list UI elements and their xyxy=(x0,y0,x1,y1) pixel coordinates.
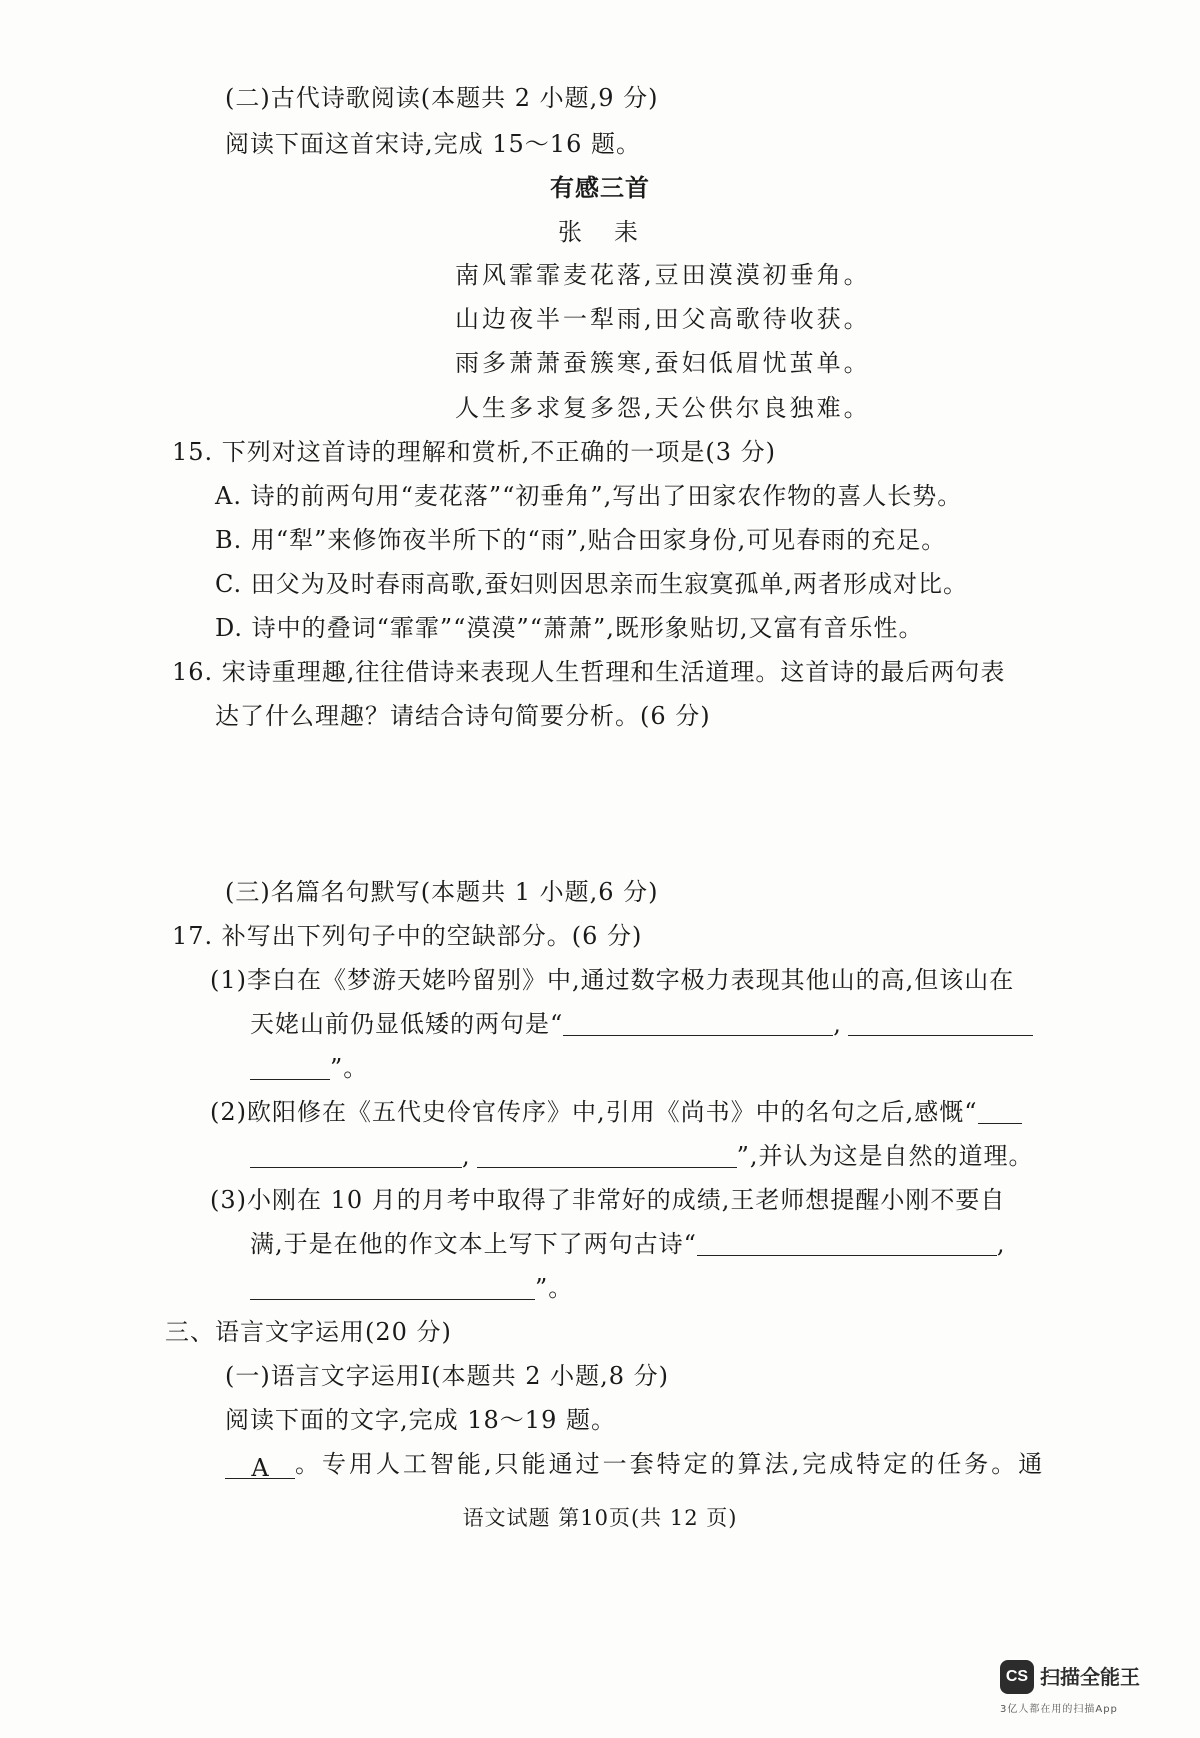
q17-item1-prompt: 天姥山前仍显低矮的两句是“ xyxy=(250,1010,564,1038)
passage-blank-a: A xyxy=(225,1452,295,1479)
q17-item2-blank-1b[interactable] xyxy=(250,1141,462,1168)
q17-item3-blank-1[interactable] xyxy=(697,1229,997,1256)
poem-line-4: 人生多求复多怨,天公供尔良独难。 xyxy=(455,394,871,422)
q17-item3-line-1: (3)小刚在 10 月的月考中取得了非常好的成绩,王老师想提醒小刚不要自 xyxy=(210,1186,1006,1214)
q17-item2-line-end: ”,并认为这是自然的道理。 xyxy=(736,1142,1034,1170)
language-subsection-heading: (一)语言文字运用Ⅰ(本题共 2 小题,8 分) xyxy=(225,1362,669,1390)
watermark-tagline: 3亿人都在用的扫描App xyxy=(1000,1704,1118,1715)
q17-item3-line-3 xyxy=(250,1272,573,1304)
q17-stem: 17. 补写出下列句子中的空缺部分。(6 分) xyxy=(172,922,643,950)
q17-item2-line-1 xyxy=(210,1096,1022,1128)
poem-author: 张 耒 xyxy=(558,218,642,246)
passage-text: 。专用人工智能,只能通过一套特定的算法,完成特定的任务。通 xyxy=(295,1450,1046,1478)
q17-item2-blank-1a[interactable] xyxy=(978,1097,1022,1124)
page-footer: 语文试题 第10页(共 12 页) xyxy=(462,1506,738,1530)
q17-item2-line-2 xyxy=(250,1140,1034,1172)
q17-item1-comma: , xyxy=(833,1010,842,1038)
q15-option-b: B. 用“犁”来修饰夜半所下的“雨”,贴合田家身份,可见春雨的充足。 xyxy=(215,526,947,554)
poem-line-3: 雨多萧萧蚕簇寒,蚕妇低眉忧茧单。 xyxy=(455,349,871,377)
q17-item1-blank-1[interactable] xyxy=(563,1009,833,1036)
q17-item2-prompt: (2)欧阳修在《五代史伶官传序》中,引用《尚书》中的名句之后,感慨“ xyxy=(210,1098,978,1126)
poem-title: 有感三首 xyxy=(550,173,650,202)
q17-item3-close: ”。 xyxy=(535,1274,574,1302)
poem-line-1: 南风霏霏麦花落,豆田漠漠初垂角。 xyxy=(455,261,871,289)
q17-item3-blank-2[interactable] xyxy=(250,1273,535,1300)
q17-item3-prompt: 满,于是在他的作文本上写下了两句古诗“ xyxy=(250,1230,697,1258)
poetry-section-heading: (二)古代诗歌阅读(本题共 2 小题,9 分) xyxy=(225,84,659,112)
watermark-name: 扫描全能王 xyxy=(1040,1665,1140,1689)
q17-item2-blank-2[interactable] xyxy=(477,1141,737,1168)
q17-item1-line-1: (1)李白在《梦游天姥吟留别》中,通过数字极力表现其他山的高,但该山在 xyxy=(210,966,1015,994)
q17-item1-line-3 xyxy=(250,1052,368,1084)
q16-stem-line-1: 16. 宋诗重理趣,往往借诗来表现人生哲理和生活道理。这首诗的最后两句表 xyxy=(172,658,1006,686)
q17-item3-line-2 xyxy=(250,1228,1006,1260)
q17-item1-blank-2b[interactable] xyxy=(250,1053,330,1080)
q16-stem-line-2: 达了什么理趣？请结合诗句简要分析。(6 分) xyxy=(215,702,711,730)
q15-option-a: A. 诗的前两句用“麦花落”“初垂角”,写出了田家农作物的喜人长势。 xyxy=(215,482,963,510)
scanner-watermark xyxy=(1000,1660,1160,1720)
language-section-heading: 三、语言文字运用(20 分) xyxy=(165,1318,452,1346)
recitation-section-heading: (三)名篇名句默写(本题共 1 小题,6 分) xyxy=(225,878,659,906)
poetry-instruction: 阅读下面这首宋诗,完成 15～16 题。 xyxy=(225,130,641,158)
q15-option-c: C. 田父为及时春雨高歌,蚕妇则因思亲而生寂寞孤单,两者形成对比。 xyxy=(215,570,969,598)
camscanner-logo-icon: CS xyxy=(1000,1660,1034,1694)
q17-item1-blank-2a[interactable] xyxy=(848,1009,1033,1036)
poem-line-2: 山边夜半一犁雨,田父高歌待收获。 xyxy=(455,305,871,333)
language-instruction: 阅读下面的文字,完成 18～19 题。 xyxy=(225,1406,616,1434)
q17-item1-line-2 xyxy=(250,1008,1033,1040)
passage-first-line xyxy=(225,1448,1045,1480)
q17-item1-close: ”。 xyxy=(330,1054,369,1082)
q15-stem: 15. 下列对这首诗的理解和赏析,不正确的一项是(3 分) xyxy=(172,438,777,466)
q17-item3-comma: , xyxy=(996,1230,1006,1258)
q15-option-d: D. 诗中的叠词“霏霏”“漠漠”“萧萧”,既形象贴切,又富有音乐性。 xyxy=(215,614,924,642)
q17-item2-comma: , xyxy=(462,1142,471,1170)
